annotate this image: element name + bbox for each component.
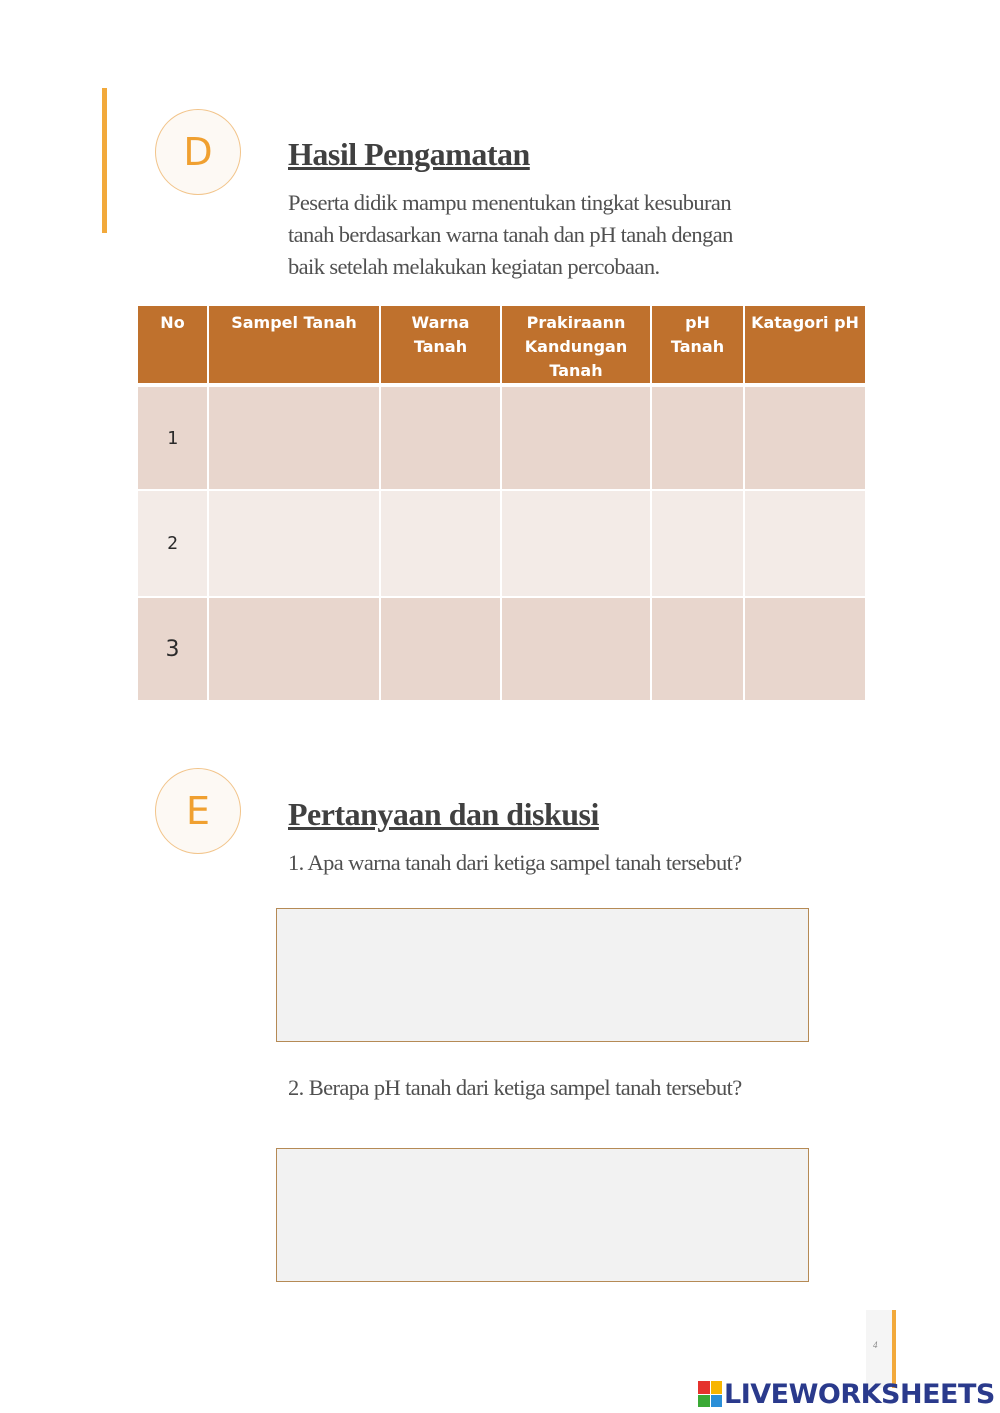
- prakiraan-cell[interactable]: [501, 597, 651, 701]
- sampel-tanah-cell[interactable]: [208, 385, 380, 490]
- table-header-row: [138, 306, 865, 385]
- section-e-letter: E: [185, 789, 210, 833]
- katagori-ph-cell[interactable]: [744, 490, 865, 597]
- description-line: baik setelah melakukan kegiatan percobaan.: [288, 254, 660, 279]
- accent-bar: [102, 88, 107, 233]
- section-d-letter: D: [183, 130, 213, 174]
- page-number: 4: [873, 1340, 878, 1350]
- answer-1-input[interactable]: [276, 908, 809, 1042]
- ph-tanah-cell[interactable]: [651, 597, 744, 701]
- table-row: [138, 490, 865, 597]
- header-sampel-tanah: Sampel Tanah: [208, 306, 380, 385]
- prakiraan-cell[interactable]: [501, 385, 651, 490]
- warna-tanah-cell[interactable]: [380, 385, 501, 490]
- header-prakiraan-kandungan: Prakiraann Kandungan Tanah: [501, 306, 651, 385]
- warna-tanah-cell[interactable]: [380, 490, 501, 597]
- liveworksheets-logo-icon: [698, 1381, 722, 1407]
- section-d-title: Hasil Pengamatan: [288, 136, 530, 172]
- observation-table: [138, 306, 865, 702]
- question-1: 1. Apa warna tanah dari ketiga sampel tanah tersebut?: [288, 850, 742, 875]
- sampel-tanah-cell[interactable]: [208, 490, 380, 597]
- section-e-badge: [155, 768, 241, 854]
- sampel-tanah-cell[interactable]: [208, 597, 380, 701]
- warna-tanah-cell[interactable]: [380, 597, 501, 701]
- section-e-title: Pertanyaan dan diskusi: [288, 796, 599, 832]
- katagori-ph-cell[interactable]: [744, 385, 865, 490]
- liveworksheets-brand-text: LIVEWORKSHEETS: [724, 1378, 995, 1410]
- row-number: 3: [138, 597, 208, 701]
- row-number: 1: [138, 385, 208, 490]
- header-warna-tanah: Warna Tanah: [380, 306, 501, 385]
- answer-2-input[interactable]: [276, 1148, 809, 1282]
- row-number: 2: [138, 490, 208, 597]
- ph-tanah-cell[interactable]: [651, 490, 744, 597]
- ph-tanah-cell[interactable]: [651, 385, 744, 490]
- katagori-ph-cell[interactable]: [744, 597, 865, 701]
- section-d-badge: [155, 109, 241, 195]
- liveworksheets-logo[interactable]: [698, 1376, 995, 1412]
- table-row: [138, 597, 865, 701]
- description-line: tanah berdasarkan warna tanah dan pH tanah dengan: [288, 222, 733, 247]
- header-ph-tanah: pH Tanah: [651, 306, 744, 385]
- table-row: [138, 385, 865, 490]
- header-no: No: [138, 306, 208, 385]
- description-line: Peserta didik mampu menentukan tingkat kesuburan: [288, 190, 731, 215]
- question-2: 2. Berapa pH tanah dari ketiga sampel tanah tersebut?: [288, 1075, 742, 1100]
- section-d-description: [288, 187, 798, 283]
- header-katagori-ph: Katagori pH: [744, 306, 865, 385]
- prakiraan-cell[interactable]: [501, 490, 651, 597]
